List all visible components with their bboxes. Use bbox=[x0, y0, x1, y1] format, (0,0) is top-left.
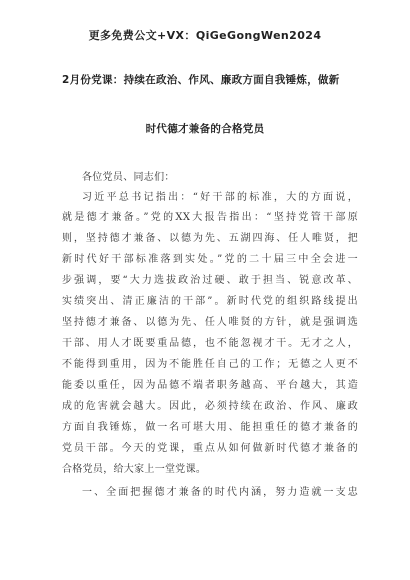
paragraph-line: 能委以重任，因为品德不端者职务越高、平台越大，其造 bbox=[62, 380, 358, 391]
header-note: 更多免费公文+VX：QiGeGongWen2024 bbox=[88, 29, 322, 42]
paragraph-line: 实绩突出、清正廉洁的干部”。新时代党的组织路线提出 bbox=[62, 296, 358, 307]
paragraph-line: 不能得到重用，因为不能胜任自己的工作；无德之人更不 bbox=[62, 359, 358, 370]
paragraph-line: 就是德才兼备。”党的XX大报告指出：“坚持党管干部原 bbox=[62, 212, 358, 223]
paragraph-line: 习近平总书记指出：“好干部的标准，大的方面说， bbox=[82, 192, 358, 203]
paragraph-line: 步强调，要“大力选拔政治过硬、敢于担当、锐意改革、 bbox=[62, 275, 358, 286]
document-title-line-2: 时代德才兼备的合格党员 bbox=[145, 123, 265, 135]
paragraph-line: 党员干部。今天的党课，重点从如何做新时代德才兼备的 bbox=[62, 443, 358, 454]
paragraph-line: 成的危害就会越大。因此，必须持续在政治、作风、廉政 bbox=[62, 401, 358, 412]
paragraph-line: 新时代好干部标准落到实处。”党的二十届三中全会进一 bbox=[62, 254, 358, 265]
paragraph-line: 干部、用人才既要重品德，也不能忽视才干。无才之人， bbox=[62, 338, 358, 349]
paragraph-line: 坚持德才兼备、以德为先、任人唯贤的方针，就是强调选 bbox=[62, 317, 358, 328]
paragraph-line: 合格党员，给大家上一堂党课。 bbox=[62, 464, 207, 475]
greeting: 各位党员、同志们： bbox=[82, 172, 175, 183]
document-title-line-1: 2月份党课：持续在政治、作风、廉政方面自我锤炼，做新 bbox=[62, 74, 340, 86]
paragraph-line: 方面自我锤炼，做一名可堪大用、能担重任的德才兼备的 bbox=[62, 422, 358, 433]
section-heading: 一、全面把握德才兼备的时代内涵，努力造就一支忠 bbox=[82, 487, 358, 498]
paragraph-line: 则，坚持德才兼备、以德为先、五湖四海、任人唯贤，把 bbox=[62, 233, 358, 244]
